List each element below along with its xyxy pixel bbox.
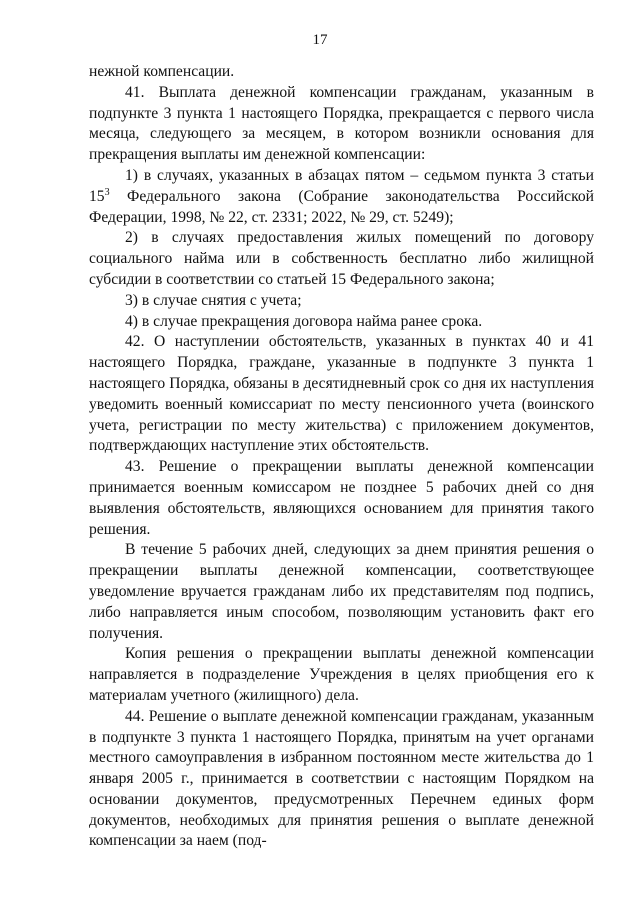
paragraph-subitem-2: 2) в случаях предоставления жилых помещений по договору социального найма или в собственность бесплатно либо жилищной субсидии в соответствии со статьей 15 Федерального закона; (89, 229, 594, 288)
paragraph-item-43-notice: В течение 5 рабочих дней, следующих за днем принятия решения о прекращении выплаты денежной компенсации, соответствующее уведомление вручается гражданам либо их представителям под подпись, либо направляется иным способом, позволяющим установить факт его получения. (89, 541, 594, 642)
document-body (89, 62, 594, 852)
paragraph-item-43: 43. Решение о прекращении выплаты денежной компенсации принимается военным комиссаром не позднее 5 рабочих дней со дня выявления обстоятельств, являющихся основанием для принятия такого решения. (89, 458, 594, 538)
paragraph-item-44: 44. Решение о выплате денежной компенсации гражданам, указанным в подпункте 3 пункта 1 настоящего Порядка, принятым на учет органами местного самоуправления в избранном постоянном месте жительства до 1 января 2005 г., принимается в соответствии с настоящим Порядком на основании документов, предусмотренных Перечнем единых форм документов, необходимых для принятия решения о выплате денежной компенсации за наем (под- (89, 707, 594, 850)
paragraph-item-41: 41. Выплата денежной компенсации гражданам, указанным в подпункте 3 пункта 1 настоящего Порядка, прекращается с первого числа месяца, следующего за месяцем, в котором возникли основания для прекращения выплаты им денежной компенсации: (89, 83, 594, 164)
subitem-1-text-before: 1) в случаях, указанных в абзацах пятом – седьмом пункта 3 статьи 15 (89, 166, 594, 205)
paragraph-item-42: 42. О наступлении обстоятельств, указанных в пунктах 40 и 41 настоящего Порядка, граждане, указанные в подпункте 3 пункта 1 настоящего Порядка, обязаны в десятидневный срок со дня их наступления уведомить военный комиссариат по месту пенсионного учета (воинского учета, регистрации по месту жительства) с приложением документов, подтверждающих наступление этих обстоятельств. (89, 333, 594, 455)
paragraph-item-43-copy: Копия решения о прекращении выплаты денежной компенсации направляется в подразделение Учреждения в целях приобщения его к материалам учетного (жилищного) дела. (89, 645, 594, 704)
page-number: 17 (312, 32, 328, 48)
subitem-1-text-after: Федерального закона (Собрание законодательства Российской Федерации, 1998, № 22, ст. 2331; 2022, № 29, ст. 5249); (89, 187, 594, 226)
paragraph-continuation: нежной компенсации. (89, 63, 235, 80)
paragraph-subitem-1 (89, 166, 594, 228)
paragraph-subitem-3: 3) в случае снятия с учета; (125, 291, 302, 309)
paragraph-subitem-4: 4) в случае прекращения договора найма ранее срока. (125, 312, 483, 330)
superscript-index: 3 (104, 186, 110, 198)
